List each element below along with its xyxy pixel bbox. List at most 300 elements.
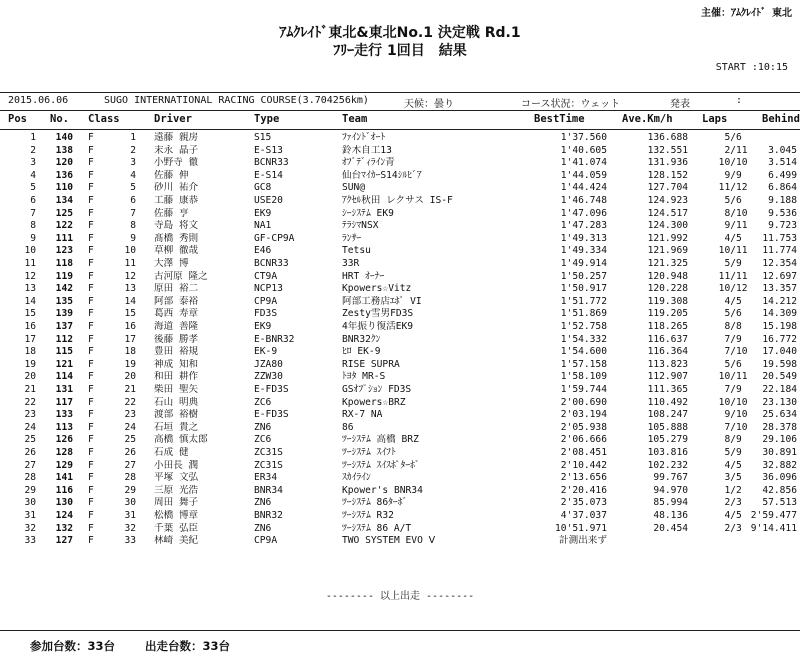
header-top-rule xyxy=(0,110,800,111)
row-team: Kpowers☆BRZ xyxy=(342,396,406,408)
row-laps: 1/ xyxy=(724,484,736,496)
col-team: Team xyxy=(342,113,368,125)
table-row xyxy=(0,245,800,257)
row-class-rank: 9 xyxy=(130,232,136,244)
row-best-time: 1'37.560 xyxy=(560,132,607,143)
row-total-laps: 10 xyxy=(736,346,748,358)
row-team: RISE SUPRA xyxy=(342,358,400,370)
row-behind: 57.513 xyxy=(762,497,797,509)
row-ave-speed: 124.923 xyxy=(647,195,688,206)
row-car-type: ER34 xyxy=(254,472,278,484)
row-behind: 36.096 xyxy=(762,472,797,484)
row-pos: 16 xyxy=(24,321,36,332)
row-pos: 18 xyxy=(24,346,36,358)
row-pos: 29 xyxy=(24,484,36,496)
row-car-number: 126 xyxy=(55,434,73,446)
row-team: Kpowers☆Vitz xyxy=(342,283,412,295)
row-team: ﾄﾖﾀ MR-S xyxy=(342,371,386,383)
row-behind: 3.045 xyxy=(768,144,797,156)
row-driver: 松橋 博章 xyxy=(154,510,199,521)
row-best-time: 1'47.283 xyxy=(560,220,607,232)
row-ave-speed: 124.517 xyxy=(647,207,688,219)
row-ave-speed: 105.888 xyxy=(647,421,688,433)
row-ave-speed: 124.300 xyxy=(647,220,688,232)
row-class-rank: 25 xyxy=(124,434,136,446)
row-driver: 寺島 将文 xyxy=(154,220,199,232)
row-car-number: 141 xyxy=(55,472,73,484)
row-behind: 9'14.411 xyxy=(750,522,797,534)
row-car-number: 135 xyxy=(55,295,73,307)
row-ave-speed: 121.992 xyxy=(647,232,688,244)
row-class: F xyxy=(88,510,94,521)
row-ave-speed: 102.232 xyxy=(647,459,688,471)
row-ave-speed: 121.325 xyxy=(647,258,688,269)
row-laps: 11/ xyxy=(718,182,736,194)
row-car-number: 129 xyxy=(55,459,73,471)
row-car-number: 140 xyxy=(55,132,73,143)
row-ave-speed: 121.969 xyxy=(647,245,688,257)
row-car-type: FD3S xyxy=(254,308,278,320)
row-class-rank: 19 xyxy=(124,358,136,370)
row-behind: 12.354 xyxy=(762,258,797,269)
row-class: F xyxy=(88,358,94,370)
row-team: BNR32ｸﾝ xyxy=(342,333,381,345)
row-class-rank: 20 xyxy=(124,371,136,383)
row-class-rank: 30 xyxy=(124,497,136,509)
row-class: F xyxy=(88,434,94,446)
row-car-number: 111 xyxy=(55,232,73,244)
row-best-time: 1'46.748 xyxy=(560,195,607,206)
row-behind: 3.514 xyxy=(768,157,797,169)
row-best-time: 計測出来ず xyxy=(559,535,607,547)
row-class: F xyxy=(88,497,94,509)
row-driver: 砂川 祐介 xyxy=(154,182,199,194)
row-driver: 豊田 裕規 xyxy=(154,346,199,358)
row-total-laps: 10 xyxy=(736,207,748,219)
row-behind: 11.753 xyxy=(762,232,797,244)
row-class: F xyxy=(88,232,94,244)
row-team: ﾂｰｼｽﾃﾑ 86ﾀｰﾎﾞ xyxy=(342,497,408,509)
row-class-rank: 15 xyxy=(124,308,136,320)
row-car-number: 117 xyxy=(55,396,73,408)
row-car-type: NA1 xyxy=(254,220,272,232)
row-total-laps: 9 xyxy=(736,384,742,395)
row-pos: 19 xyxy=(24,358,36,370)
row-driver: 千葉 弘臣 xyxy=(154,522,199,534)
row-car-type: ZN6 xyxy=(254,522,272,534)
row-pos: 4 xyxy=(30,169,36,181)
row-best-time: 1'51.869 xyxy=(560,308,607,320)
row-car-number: 116 xyxy=(55,484,73,496)
course-name: SUGO INTERNATIONAL RACING COURSE(3.704256km) xyxy=(104,95,369,106)
row-car-number: 142 xyxy=(55,283,73,295)
row-team: 仙台ﾏｲｶｰS14ｼﾙﾋﾞｱ xyxy=(342,169,422,181)
row-pos: 24 xyxy=(24,421,36,433)
table-row xyxy=(0,497,800,509)
row-behind: 30.891 xyxy=(762,447,797,458)
table-row xyxy=(0,359,800,371)
row-total-laps: 5 xyxy=(736,232,742,244)
row-car-number: 124 xyxy=(55,510,73,521)
row-total-laps: 2 xyxy=(736,484,742,496)
table-row xyxy=(0,334,800,346)
row-car-number: 121 xyxy=(55,358,73,370)
row-pos: 6 xyxy=(30,195,36,206)
row-behind: 19.598 xyxy=(762,358,797,370)
table-row xyxy=(0,195,800,207)
row-car-number: 115 xyxy=(55,346,73,358)
row-team: Tetsu xyxy=(342,245,371,257)
row-car-type: USE20 xyxy=(254,195,283,206)
row-driver: 小野寺 徹 xyxy=(154,157,199,169)
row-car-type: ZZW30 xyxy=(254,371,283,383)
row-car-type: ZN6 xyxy=(254,421,272,433)
row-behind: 6.864 xyxy=(768,182,797,194)
row-driver: 古河原 隆之 xyxy=(154,270,208,282)
race-date: 2015.06.06 xyxy=(8,95,69,106)
row-driver: 神成 知和 xyxy=(154,358,199,370)
row-team: HRT ｵｰﾅｰ xyxy=(342,270,385,282)
row-total-laps: 9 xyxy=(736,447,742,458)
row-class: F xyxy=(88,459,94,471)
row-class-rank: 1 xyxy=(130,132,136,143)
row-total-laps: 12 xyxy=(736,182,748,194)
row-best-time: 1'57.158 xyxy=(560,358,607,370)
announce-colon: : xyxy=(736,95,743,106)
row-best-time: 2'35.073 xyxy=(560,497,607,509)
row-class: F xyxy=(88,195,94,206)
row-laps: 11/ xyxy=(718,270,736,282)
row-laps: 10/ xyxy=(718,157,736,169)
row-pos: 5 xyxy=(30,182,36,194)
table-row xyxy=(0,182,800,194)
row-class-rank: 3 xyxy=(130,157,136,169)
row-best-time: 1'50.917 xyxy=(560,283,607,295)
row-car-number: 131 xyxy=(55,384,73,395)
row-car-type: ZN6 xyxy=(254,497,272,509)
row-team: Zesty雪男FD3S xyxy=(342,308,414,320)
row-car-type: BCNR33 xyxy=(254,258,289,269)
row-laps: 7/ xyxy=(724,346,736,358)
row-car-type: E-BNR32 xyxy=(254,333,295,345)
row-pos: 20 xyxy=(24,371,36,383)
row-driver: 石成 健 xyxy=(154,447,189,458)
row-class: F xyxy=(88,144,94,156)
row-ave-speed: 94.970 xyxy=(653,484,688,496)
row-car-type: GF-CP9A xyxy=(254,232,295,244)
row-best-time: 1'49.334 xyxy=(560,245,607,257)
row-pos: 13 xyxy=(24,283,36,295)
table-row xyxy=(0,422,800,434)
sponsor-label: 主催：ｱﾑｸﾚｲﾄﾞ 東北 xyxy=(700,8,792,19)
row-laps: 8/ xyxy=(724,434,736,446)
row-best-time: 1'58.109 xyxy=(560,371,607,383)
row-laps: 3/ xyxy=(724,472,736,484)
table-row xyxy=(0,233,800,245)
row-team: GSｵﾌﾟｼｮﾝ FD3S xyxy=(342,384,412,395)
row-behind: 25.634 xyxy=(762,409,797,421)
row-car-number: 114 xyxy=(55,371,73,383)
results-header xyxy=(0,112,800,128)
row-class-rank: 17 xyxy=(124,333,136,345)
row-total-laps: 11 xyxy=(736,220,748,232)
row-car-number: 123 xyxy=(55,245,73,257)
row-team: 阿部工務店ｴﾎﾞ VI xyxy=(342,295,422,307)
row-behind: 23.130 xyxy=(762,396,797,408)
row-behind: 9.188 xyxy=(768,195,797,206)
row-team: 86 xyxy=(342,421,354,433)
row-best-time: 1'41.074 xyxy=(560,157,607,169)
row-driver: 阿部 泰裕 xyxy=(154,295,199,307)
table-row xyxy=(0,510,800,522)
row-behind: 9.536 xyxy=(768,207,797,219)
row-laps: 10/ xyxy=(718,396,736,408)
row-class: F xyxy=(88,522,94,534)
row-best-time: 1'44.424 xyxy=(560,182,607,194)
row-car-type: BCNR33 xyxy=(254,157,289,169)
row-class-rank: 24 xyxy=(124,421,136,433)
row-class-rank: 26 xyxy=(124,447,136,458)
row-ave-speed: 136.688 xyxy=(647,132,688,143)
col-behind: Behind xyxy=(762,113,800,125)
row-best-time: 2'20.416 xyxy=(560,484,607,496)
row-pos: 8 xyxy=(30,220,36,232)
table-row xyxy=(0,208,800,220)
row-behind: 6.499 xyxy=(768,169,797,181)
table-row xyxy=(0,308,800,320)
announce-label: 発表 xyxy=(670,99,690,110)
row-driver: 平塚 文弘 xyxy=(154,472,199,484)
row-car-number: 136 xyxy=(55,169,73,181)
row-driver: 遠藤 親房 xyxy=(154,132,199,143)
row-team: RX-7 NA xyxy=(342,409,383,421)
table-row xyxy=(0,220,800,232)
row-laps: 10/ xyxy=(718,371,736,383)
row-best-time: 1'52.758 xyxy=(560,321,607,332)
col-no: No. xyxy=(50,113,69,125)
row-class-rank: 28 xyxy=(124,472,136,484)
row-total-laps: 6 xyxy=(736,132,742,143)
row-car-type: EK9 xyxy=(254,207,272,219)
table-row xyxy=(0,283,800,295)
table-row xyxy=(0,371,800,383)
row-laps: 4/ xyxy=(724,459,736,471)
row-best-time: 2'13.656 xyxy=(560,472,607,484)
row-ave-speed: 132.551 xyxy=(647,144,688,156)
row-best-time: 1'49.313 xyxy=(560,232,607,244)
row-car-type: JZA80 xyxy=(254,358,283,370)
row-ave-speed: 128.152 xyxy=(647,169,688,181)
row-car-number: 118 xyxy=(55,258,73,269)
row-ave-speed: 103.816 xyxy=(647,447,688,458)
row-total-laps: 5 xyxy=(736,472,742,484)
row-laps: 10/ xyxy=(718,283,736,295)
row-behind: 14.309 xyxy=(762,308,797,320)
row-class-rank: 14 xyxy=(124,295,136,307)
row-pos: 27 xyxy=(24,459,36,471)
table-row xyxy=(0,384,800,396)
row-class: F xyxy=(88,132,94,143)
row-car-number: 112 xyxy=(55,333,73,345)
table-row xyxy=(0,132,800,144)
row-total-laps: 11 xyxy=(736,144,748,156)
row-driver: 和田 耕作 xyxy=(154,371,199,383)
row-class: F xyxy=(88,409,94,421)
row-best-time: 1'49.914 xyxy=(560,258,607,269)
row-best-time: 2'00.690 xyxy=(560,396,607,408)
table-row xyxy=(0,472,800,484)
row-class: F xyxy=(88,333,94,345)
row-driver: 石山 明典 xyxy=(154,396,199,408)
row-best-time: 1'54.600 xyxy=(560,346,607,358)
row-total-laps: 5 xyxy=(736,295,742,307)
table-row xyxy=(0,296,800,308)
table-row xyxy=(0,523,800,535)
row-ave-speed: 120.228 xyxy=(647,283,688,295)
start-time: START :10:15 xyxy=(715,62,788,73)
row-driver: 高橋 慎太郎 xyxy=(154,434,208,446)
row-behind: 28.378 xyxy=(762,421,797,433)
row-car-type: NCP13 xyxy=(254,283,283,295)
table-row xyxy=(0,535,800,547)
row-class-rank: 2 xyxy=(130,144,136,156)
row-car-number: 113 xyxy=(55,421,73,433)
row-driver: 葛西 寿章 xyxy=(154,308,199,320)
table-row xyxy=(0,434,800,446)
session-title: ﾌﾘｰ走行 1回目 結果 xyxy=(333,43,467,59)
row-total-laps: 6 xyxy=(736,308,742,320)
row-team: ｵﾌﾞﾃﾞｨﾗｲﾝ青 xyxy=(342,157,395,169)
row-team: ｱｸｾﾙ秋田 レクサス IS-F xyxy=(342,195,453,206)
event-title: ｱﾑｸﾚｲﾄﾞ東北&東北No.1 決定戦 Rd.1 xyxy=(279,25,521,41)
row-behind: 13.357 xyxy=(762,283,797,295)
row-best-time: 2'08.451 xyxy=(560,447,607,458)
row-pos: 11 xyxy=(24,258,36,269)
row-team: ﾂｰｼｽﾃﾑ ｽｲｽﾎﾟﾀｰﾎﾞ xyxy=(342,459,420,471)
row-class-rank: 18 xyxy=(124,346,136,358)
row-driver: 髙橋 秀則 xyxy=(154,232,199,244)
row-laps: 2/ xyxy=(724,497,736,509)
row-best-time: 1'51.772 xyxy=(560,295,607,307)
row-pos: 28 xyxy=(24,472,36,484)
row-class-rank: 8 xyxy=(130,220,136,232)
row-class: F xyxy=(88,384,94,395)
row-team: 33R xyxy=(342,258,360,269)
end-marker: -------- 以上出走 -------- xyxy=(325,591,475,602)
row-car-type: ZC6 xyxy=(254,396,272,408)
row-behind: 42.856 xyxy=(762,484,797,496)
row-total-laps: 10 xyxy=(736,421,748,433)
row-car-number: 122 xyxy=(55,220,73,232)
row-car-type: E46 xyxy=(254,245,272,257)
col-type: Type xyxy=(254,113,280,125)
row-car-number: 139 xyxy=(55,308,73,320)
row-laps: 5/ xyxy=(724,195,736,206)
row-total-laps: 12 xyxy=(736,283,748,295)
row-ave-speed: 110.492 xyxy=(647,396,688,408)
row-laps: 8/ xyxy=(724,321,736,332)
row-driver: 工藤 康恭 xyxy=(154,195,199,206)
table-row xyxy=(0,258,800,270)
row-ave-speed: 116.364 xyxy=(647,346,688,358)
row-total-laps: 9 xyxy=(736,434,742,446)
row-car-type: CT9A xyxy=(254,270,278,282)
row-car-number: 127 xyxy=(55,535,73,547)
table-row xyxy=(0,447,800,459)
row-pos: 3 xyxy=(30,157,36,169)
row-car-number: 110 xyxy=(55,182,73,194)
row-class-rank: 6 xyxy=(130,195,136,206)
row-best-time: 1'40.605 xyxy=(560,144,607,156)
row-best-time: 1'59.744 xyxy=(560,384,607,395)
row-driver: 小田長 潤 xyxy=(154,459,199,471)
row-driver: 原田 裕二 xyxy=(154,283,199,295)
row-best-time: 4'37.037 xyxy=(560,510,607,521)
row-laps: 2/ xyxy=(724,144,736,156)
row-team: ﾂｰｼｽﾃﾑ ｽｲﾌﾄ xyxy=(342,447,396,458)
row-best-time: 2'06.666 xyxy=(560,434,607,446)
row-class-rank: 23 xyxy=(124,409,136,421)
row-behind: 2'59.477 xyxy=(750,510,797,521)
row-driver: 渡部 裕樹 xyxy=(154,409,199,421)
col-pos: Pos xyxy=(8,113,27,125)
row-pos: 17 xyxy=(24,333,36,345)
row-driver: 周田 舞子 xyxy=(154,497,199,509)
row-pos: 30 xyxy=(24,497,36,509)
row-car-number: 132 xyxy=(55,522,73,534)
col-class: Class xyxy=(88,113,120,125)
row-class: F xyxy=(88,182,94,194)
table-row xyxy=(0,145,800,157)
row-class: F xyxy=(88,220,94,232)
row-pos: 22 xyxy=(24,396,36,408)
row-laps: 2/ xyxy=(724,522,736,534)
row-total-laps: 10 xyxy=(736,396,748,408)
col-besttime: BestTime xyxy=(534,113,585,125)
row-total-laps: 11 xyxy=(736,245,748,257)
row-ave-speed: 119.205 xyxy=(647,308,688,320)
row-behind: 11.774 xyxy=(762,245,797,257)
row-team: ﾗﾝｻｰ xyxy=(342,232,362,244)
starter-count: 出走台数：33台 xyxy=(145,639,231,653)
row-class: F xyxy=(88,283,94,295)
row-team: ﾂｰｼｽﾃﾑ 86 A/T xyxy=(342,522,412,534)
row-car-type: EK9 xyxy=(254,321,272,332)
row-total-laps: 5 xyxy=(736,459,742,471)
row-behind: 17.040 xyxy=(762,346,797,358)
row-best-time: 2'10.442 xyxy=(560,459,607,471)
row-total-laps: 3 xyxy=(736,497,742,509)
row-laps: 7/ xyxy=(724,384,736,395)
row-pos: 32 xyxy=(24,522,36,534)
row-best-time: 10'51.971 xyxy=(555,522,607,534)
row-car-type: CP9A xyxy=(254,295,278,307)
row-pos: 33 xyxy=(24,535,36,547)
row-class: F xyxy=(88,308,94,320)
row-best-time: 2'03.194 xyxy=(560,409,607,421)
row-driver: 草柳 徹哉 xyxy=(154,245,199,257)
row-driver: 海道 善隆 xyxy=(154,321,199,332)
row-pos: 23 xyxy=(24,409,36,421)
row-team: ﾂｰｼｽﾃﾑ 高橋 BRZ xyxy=(342,434,419,446)
row-total-laps: 10 xyxy=(736,157,748,169)
row-class: F xyxy=(88,295,94,307)
row-class: F xyxy=(88,421,94,433)
row-ave-speed: 118.265 xyxy=(647,321,688,332)
row-ave-speed: 113.823 xyxy=(647,358,688,370)
row-pos: 26 xyxy=(24,447,36,458)
row-laps: 5/ xyxy=(724,358,736,370)
